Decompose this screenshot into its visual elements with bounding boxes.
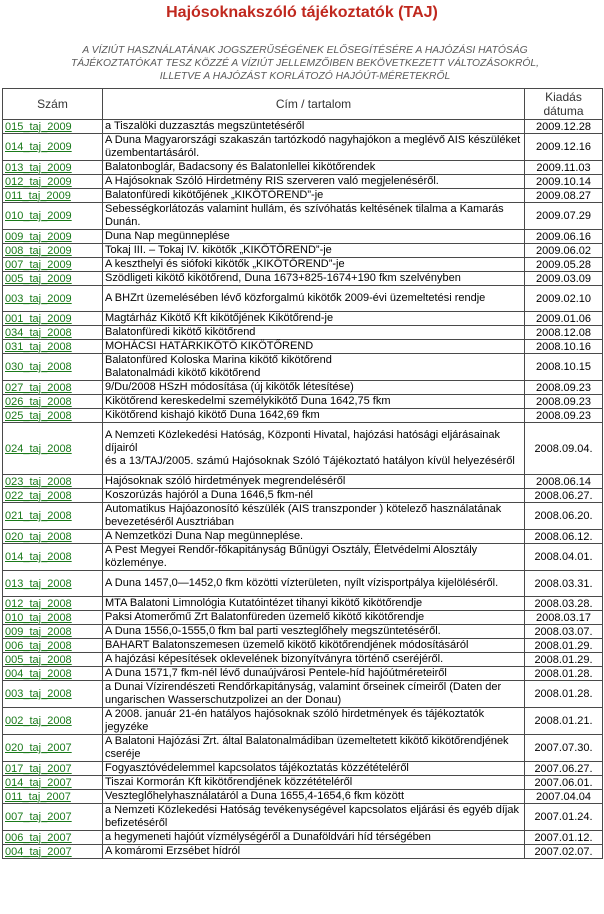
row-date: 2009.12.16 (525, 134, 603, 161)
table-row (3, 134, 603, 161)
table-row (3, 611, 603, 625)
row-title: Tiszai Kormorán Kft kikötőrendjének közzétételéről (103, 776, 525, 790)
row-title: Balatonboglár, Badacsony és Balatonlellei kikötőrendek (103, 161, 525, 175)
row-date: 2009.03.09 (525, 272, 603, 286)
row-title: Tokaj III. – Tokaj IV. kikötők „KIKÖTŐREND”-je (103, 244, 525, 258)
row-title: a hegymeneti hajóút vízmélységéről a Dunaföldvári híd térségében (103, 831, 525, 845)
row-id-link[interactable]: 007_taj_2009 (3, 258, 103, 272)
row-title: a Dunai Vízirendészeti Rendőrkapitányság, valamint őrseinek címeiről (Daten der ungarischen Wasserschutzpolizei an der Donau) (103, 681, 525, 708)
table-row (3, 203, 603, 230)
table-row (3, 503, 603, 530)
table-row (3, 681, 603, 708)
row-id-link[interactable]: 008_taj_2009 (3, 244, 103, 258)
table-row (3, 489, 603, 503)
table-row (3, 272, 603, 286)
row-id-link[interactable]: 006_taj_2008 (3, 639, 103, 653)
row-id-link[interactable]: 010_taj_2008 (3, 611, 103, 625)
row-date: 2008.10.15 (525, 354, 603, 381)
table-row (3, 409, 603, 423)
row-title: Magtárház Kikötő Kft kikötőjének Kikötőrend-je (103, 312, 525, 326)
table-row (3, 530, 603, 544)
row-title: Koszorúzás hajóról a Duna 1646,5 fkm-nél (103, 489, 525, 503)
row-date: 2009.01.06 (525, 312, 603, 326)
row-id-link[interactable]: 003_taj_2008 (3, 681, 103, 708)
row-id-link[interactable]: 005_taj_2009 (3, 272, 103, 286)
table-row (3, 639, 603, 653)
row-title: A Duna Magyarországi szakaszán tartózkodó nagyhajókon a meglévő AIS készüléket üzembentartásáról. (103, 134, 525, 161)
row-title: Fogyasztóvédelemmel kapcsolatos tájékoztatás közzétételéről (103, 762, 525, 776)
row-date: 2007.01.24. (525, 804, 603, 831)
page-title: Hajósoknakszóló tájékoztatók (TAJ) (166, 4, 438, 21)
row-date: 2009.05.28 (525, 258, 603, 272)
row-date: 2007.02.07. (525, 845, 603, 859)
row-title: Hajósoknak szóló hirdetmények megrendeléséről (103, 475, 525, 489)
row-date: 2008.01.29. (525, 639, 603, 653)
table-row (3, 735, 603, 762)
row-date: 2008.03.28. (525, 597, 603, 611)
row-date: 2009.12.28 (525, 120, 603, 134)
table-row (3, 326, 603, 340)
row-title: A 2008. január 21-én hatályos hajósoknak szóló hirdetmények és tájékoztatók jegyzéke (103, 708, 525, 735)
table-row (3, 831, 603, 845)
row-id-link[interactable]: 001_taj_2009 (3, 312, 103, 326)
row-date: 2009.08.27 (525, 189, 603, 203)
row-title: A Duna 1457,0—1452,0 fkm közötti vízterületen, nyílt vízisportpálya kijelöléséről. (103, 571, 525, 597)
table-row (3, 258, 603, 272)
row-date: 2007.06.01. (525, 776, 603, 790)
table-row (3, 625, 603, 639)
table-row (3, 475, 603, 489)
row-id-link[interactable]: 024_taj_2008 (3, 423, 103, 475)
table-row (3, 286, 603, 312)
intro-text: A VÍZIÚT HASZNÁLATÁNAK JOGSZERŰSÉGÉNEK ELŐSEGÍTÉSÉRE A HAJÓZÁSI HATÓSÁG TÁJÉKOZTATÓKAT TESZ KÖZZÉ A VÍZIÚT JELLEMZŐIBEN BEKÖVETKEZETT VÁLTOZÁSOKRÓL, ILLETVE A HAJÓZÁST KORLÁTOZÓ HAJÓÚT-MÉRETEKRŐL (70, 45, 539, 82)
row-date: 2008.06.27. (525, 489, 603, 503)
table-row (3, 790, 603, 804)
row-title: a Tiszalöki duzzasztás megszüntetéséről (103, 120, 525, 134)
row-title: Paksi Atomerőmű Zrt Balatonfüreden üzemelő kikötő kikötőrendje (103, 611, 525, 625)
row-title: A komáromi Erzsébet hídról (103, 845, 525, 859)
row-title: A BHZrt üzemelésében lévő közforgalmú kikötők 2009-évi üzemeltetési rendje (103, 286, 525, 312)
row-date: 2007.06.27. (525, 762, 603, 776)
row-id-link[interactable]: 026_taj_2008 (3, 395, 103, 409)
table-row (3, 667, 603, 681)
table-row (3, 244, 603, 258)
row-title: BAHART Balatonszemesen üzemelő kikötő kikötőrendjének módosításáról (103, 639, 525, 653)
row-date: 2009.11.03 (525, 161, 603, 175)
row-date: 2008.09.23 (525, 409, 603, 423)
row-id-link[interactable]: 012_taj_2008 (3, 597, 103, 611)
row-id-link[interactable]: 006_taj_2007 (3, 831, 103, 845)
row-title: A Balatoni Hajózási Zrt. által Balatonalmádiban üzemeltetett kikötő kikötőrendjének cseréje (103, 735, 525, 762)
row-date: 2008.01.21. (525, 708, 603, 735)
row-id-link[interactable]: 013_taj_2009 (3, 161, 103, 175)
row-date: 2008.06.14 (525, 475, 603, 489)
table-row (3, 544, 603, 571)
row-title: A Nemzetközi Duna Nap megünneplése. (103, 530, 525, 544)
row-title: 9/Du/2008 HSzH módosítása (új kikötők létesítése) (103, 381, 525, 395)
row-title: a Nemzeti Közlekedési Hatóság tevékenységével kapcsolatos eljárási és egyéb díjak befizetéséről (103, 804, 525, 831)
row-title: A Duna 1556,0-1555,0 fkm bal parti veszteglőhely megszüntetéséről. (103, 625, 525, 639)
row-date: 2008.06.20. (525, 503, 603, 530)
row-title: Balatonfüredi kikötőjének „KIKÖTŐREND”-je (103, 189, 525, 203)
row-date: 2007.04.04 (525, 790, 603, 804)
row-title: A Nemzeti Közlekedési Hatóság, Központi Hivatal, hajózási hatósági eljárásainak díjairól és a 13/TAJ/2005. számú Hajósoknak Szóló Tájékoztató hatályon kívül helyezéséről (103, 423, 525, 475)
row-title: Sebességkorlátozás valamint hullám, és szívóhatás keltésének tilalma a Kamarás Dunán. (103, 203, 525, 230)
row-id-link[interactable]: 020_taj_2007 (3, 735, 103, 762)
row-date: 2007.01.12. (525, 831, 603, 845)
row-title: Balatonfüred Koloska Marina kikötő kikötőrend Balatonalmádi kikötő kikötőrend (103, 354, 525, 381)
table-row (3, 189, 603, 203)
row-title: Kikötőrend kishajó kikötő Duna 1642,69 fkm (103, 409, 525, 423)
row-date: 2008.09.23 (525, 381, 603, 395)
table-row (3, 571, 603, 597)
row-id-link[interactable]: 004_taj_2007 (3, 845, 103, 859)
table-row (3, 776, 603, 790)
table-row (3, 120, 603, 134)
row-date: 2009.06.16 (525, 230, 603, 244)
row-id-link[interactable]: 015_taj_2009 (3, 120, 103, 134)
row-date: 2008.04.01. (525, 544, 603, 571)
row-id-link[interactable]: 009_taj_2008 (3, 625, 103, 639)
row-id-link[interactable]: 011_taj_2007 (3, 790, 103, 804)
column-header-title: Cím / tartalom (103, 89, 525, 120)
row-title: MOHÁCSI HATÁRKIKÖTŐ KIKÖTŐREND (103, 340, 525, 354)
table-row (3, 230, 603, 244)
row-date: 2009.06.02 (525, 244, 603, 258)
row-date: 2008.03.07. (525, 625, 603, 639)
row-date: 2008.09.23 (525, 395, 603, 409)
row-date: 2008.06.12. (525, 530, 603, 544)
row-title: Automatikus Hajóazonosító készülék (AIS transzponder ) kötelező használatának bevezetéséről Ausztriában (103, 503, 525, 530)
row-date: 2009.07.29 (525, 203, 603, 230)
row-date: 2008.01.28. (525, 667, 603, 681)
row-title: A keszthelyi és siófoki kikötők „KIKÖTŐREND”-je (103, 258, 525, 272)
row-title: Veszteglőhelyhasználatáról a Duna 1655,4-1654,6 fkm között (103, 790, 525, 804)
row-date: 2008.10.16 (525, 340, 603, 354)
table-header-row (3, 89, 603, 120)
row-id-link[interactable]: 003_taj_2009 (3, 286, 103, 312)
table-row (3, 804, 603, 831)
row-date: 2007.07.30. (525, 735, 603, 762)
table-row (3, 354, 603, 381)
row-date: 2009.10.14 (525, 175, 603, 189)
column-header-date: Kiadás dátuma (525, 89, 603, 120)
column-header-id: Szám (3, 89, 103, 120)
row-date: 2008.01.28. (525, 681, 603, 708)
row-date: 2008.01.29. (525, 653, 603, 667)
row-id-link[interactable]: 014_taj_2008 (3, 544, 103, 571)
row-title: A Pest Megyei Rendőr-főkapitányság Bűnügyi Osztály, Életvédelmi Alosztály közleménye. (103, 544, 525, 571)
row-id-link[interactable]: 034_taj_2008 (3, 326, 103, 340)
row-date: 2008.12.08 (525, 326, 603, 340)
row-id-link[interactable]: 011_taj_2009 (3, 189, 103, 203)
table-row (3, 762, 603, 776)
row-title: Szödligeti kikötő kikötőrend, Duna 1673+825-1674+190 fkm szelvényben (103, 272, 525, 286)
row-date: 2008.03.17 (525, 611, 603, 625)
table-row (3, 423, 603, 475)
table-row (3, 845, 603, 859)
row-id-link[interactable]: 012_taj_2009 (3, 175, 103, 189)
table-row (3, 312, 603, 326)
row-id-link[interactable]: 002_taj_2008 (3, 708, 103, 735)
row-id-link[interactable]: 010_taj_2009 (3, 203, 103, 230)
row-id-link[interactable]: 017_taj_2007 (3, 762, 103, 776)
table-row (3, 653, 603, 667)
row-id-link[interactable]: 021_taj_2008 (3, 503, 103, 530)
row-title: A Duna 1571,7 fkm-nél lévő dunaújvárosi Pentele-híd hajóútméreteiről (103, 667, 525, 681)
row-id-link[interactable]: 007_taj_2007 (3, 804, 103, 831)
row-date: 2009.02.10 (525, 286, 603, 312)
row-id-link[interactable]: 004_taj_2008 (3, 667, 103, 681)
table-row (3, 175, 603, 189)
table-row (3, 340, 603, 354)
row-id-link[interactable]: 027_taj_2008 (3, 381, 103, 395)
table-row (3, 708, 603, 735)
row-title: Kikötőrend kereskedelmi személykikötő Duna 1642,75 fkm (103, 395, 525, 409)
row-title: A hajózási képesítések oklevelének bizonyítványra történő cseréjéről. (103, 653, 525, 667)
row-id-link[interactable]: 005_taj_2008 (3, 653, 103, 667)
row-id-link[interactable]: 009_taj_2009 (3, 230, 103, 244)
row-title: Balatonfüredi kikötő kikötőrend (103, 326, 525, 340)
row-title: Duna Nap megünneplése (103, 230, 525, 244)
table-row (3, 597, 603, 611)
row-id-link[interactable]: 030_taj_2008 (3, 354, 103, 381)
row-date: 2008.09.04. (525, 423, 603, 475)
row-date: 2008.03.31. (525, 571, 603, 597)
row-title: A Hajósoknak Szóló Hirdetmény RIS szerveren való megjelenéséről. (103, 175, 525, 189)
row-id-link[interactable]: 014_taj_2007 (3, 776, 103, 790)
row-id-link[interactable]: 025_taj_2008 (3, 409, 103, 423)
notices-table (2, 88, 603, 859)
row-id-link[interactable]: 014_taj_2009 (3, 134, 103, 161)
table-row (3, 381, 603, 395)
row-id-link[interactable]: 020_taj_2008 (3, 530, 103, 544)
table-row (3, 161, 603, 175)
table-row (3, 395, 603, 409)
row-id-link[interactable]: 031_taj_2008 (3, 340, 103, 354)
row-id-link[interactable]: 022_taj_2008 (3, 489, 103, 503)
row-title: MTA Balatoni Limnológia Kutatóintézet tihanyi kikötő kikötőrendje (103, 597, 525, 611)
row-id-link[interactable]: 023_taj_2008 (3, 475, 103, 489)
row-id-link[interactable]: 013_taj_2008 (3, 571, 103, 597)
